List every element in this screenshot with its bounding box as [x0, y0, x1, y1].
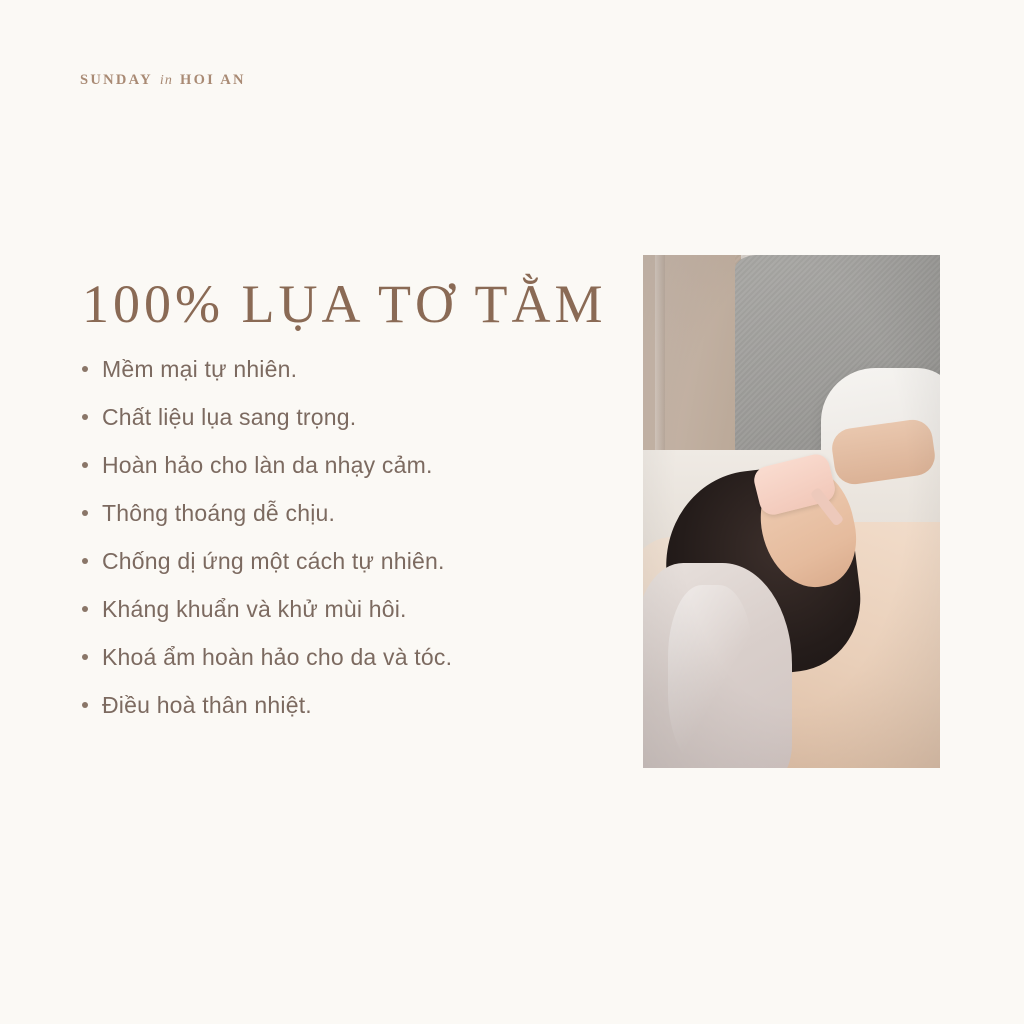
list-item-label: Hoàn hảo cho làn da nhạy cảm.	[102, 452, 433, 478]
list-item	[82, 502, 602, 525]
list-item	[82, 406, 602, 429]
list-item-label: Khoá ẩm hoàn hảo cho da và tóc.	[102, 644, 453, 670]
bullet-dot-icon	[82, 702, 88, 708]
list-item-label: Kháng khuẩn và khử mùi hôi.	[102, 596, 407, 622]
list-item-label: Chất liệu lụa sang trọng.	[102, 404, 357, 430]
list-item	[82, 454, 602, 477]
feature-list	[82, 358, 602, 742]
list-item	[82, 646, 602, 669]
list-item-label: Thông thoáng dễ chịu.	[102, 500, 336, 526]
list-item-label: Điều hoà thân nhiệt.	[102, 692, 312, 718]
bullet-dot-icon	[82, 462, 88, 468]
list-item	[82, 358, 602, 381]
list-item-label: Chống dị ứng một cách tự nhiên.	[102, 548, 445, 574]
list-item	[82, 694, 602, 717]
list-item	[82, 550, 602, 573]
product-lifestyle-photo	[643, 255, 940, 768]
brand-word-sunday: SUNDAY	[80, 72, 153, 88]
bullet-dot-icon	[82, 510, 88, 516]
photo-scene	[643, 255, 940, 768]
brand-wordmark	[80, 72, 246, 89]
list-item-label: Mềm mại tự nhiên.	[102, 356, 298, 382]
bullet-dot-icon	[82, 414, 88, 420]
bullet-dot-icon	[82, 558, 88, 564]
photo-silk-robe	[643, 563, 792, 768]
brand-connector-in: in	[159, 73, 173, 88]
brand-word-hoian: HOI AN	[179, 72, 246, 88]
bullet-dot-icon	[82, 366, 88, 372]
bullet-dot-icon	[82, 606, 88, 612]
list-item	[82, 598, 602, 621]
page-title: 100% LỤA TƠ TẰM	[82, 274, 607, 335]
bullet-dot-icon	[82, 654, 88, 660]
